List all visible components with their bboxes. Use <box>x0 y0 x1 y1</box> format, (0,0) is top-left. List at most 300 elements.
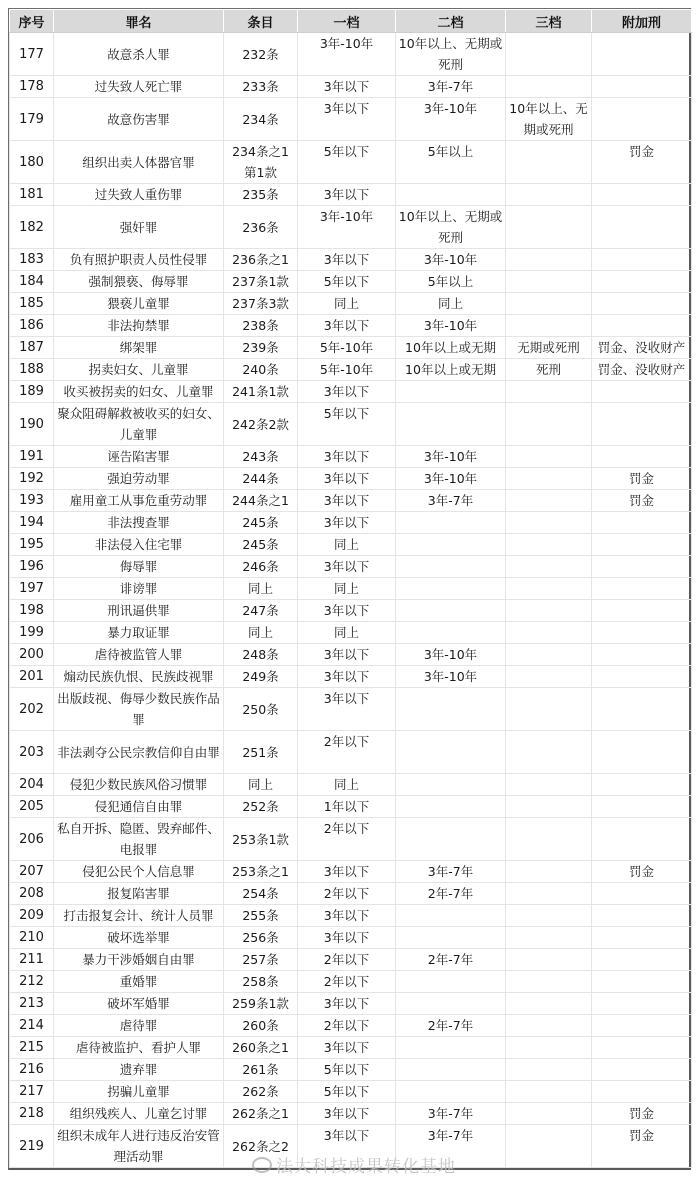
crime-sentencing-table <box>9 9 692 1168</box>
cell-tier-2 <box>396 731 506 774</box>
cell-serial-no: 184 <box>10 271 54 293</box>
cell-tier-2 <box>396 600 506 622</box>
header-serial-no: 序号 <box>10 10 54 33</box>
cell-crime-name: 破坏军婚罪 <box>54 993 224 1015</box>
cell-crime-name: 绑架罪 <box>54 337 224 359</box>
cell-tier-3 <box>506 1081 592 1103</box>
cell-tier-2: 3年-7年 <box>396 490 506 512</box>
table-row <box>10 905 692 927</box>
cell-serial-no: 181 <box>10 184 54 206</box>
cell-tier-3 <box>506 927 592 949</box>
cell-tier-3 <box>506 249 592 271</box>
cell-serial-no: 188 <box>10 359 54 381</box>
cell-tier-3 <box>506 1125 592 1168</box>
cell-tier-1: 3年以下 <box>298 556 396 578</box>
table-row <box>10 293 692 315</box>
cell-tier-2 <box>396 512 506 534</box>
table-row <box>10 1059 692 1081</box>
cell-additional-penalty <box>592 927 692 949</box>
cell-tier-1: 2年以下 <box>298 818 396 861</box>
cell-article: 236条 <box>224 206 298 249</box>
cell-tier-1: 3年以下 <box>298 249 396 271</box>
table-row <box>10 644 692 666</box>
cell-tier-1: 3年以下 <box>298 1037 396 1059</box>
cell-tier-3 <box>506 578 592 600</box>
table-row <box>10 556 692 578</box>
cell-tier-3 <box>506 1015 592 1037</box>
table-row <box>10 883 692 905</box>
table-row <box>10 861 692 883</box>
cell-article: 258条 <box>224 971 298 993</box>
cell-article: 246条 <box>224 556 298 578</box>
table-row <box>10 774 692 796</box>
cell-tier-3 <box>506 1037 592 1059</box>
cell-tier-2: 3年-10年 <box>396 468 506 490</box>
cell-additional-penalty: 罚金、没收财产 <box>592 359 692 381</box>
watermark-text: 法大科技成果转化基地 <box>276 1157 456 1177</box>
table-row <box>10 600 692 622</box>
cell-tier-1: 3年以下 <box>298 315 396 337</box>
cell-additional-penalty: 罚金 <box>592 468 692 490</box>
cell-crime-name: 过失致人重伤罪 <box>54 184 224 206</box>
cell-crime-name: 收买被拐卖的妇女、儿童罪 <box>54 381 224 403</box>
cell-additional-penalty: 罚金 <box>592 141 692 184</box>
cell-article: 237条3款 <box>224 293 298 315</box>
cell-tier-2: 5年以上 <box>396 271 506 293</box>
cell-additional-penalty <box>592 403 692 446</box>
cell-tier-1: 3年以下 <box>298 644 396 666</box>
cell-additional-penalty: 罚金 <box>592 1125 692 1168</box>
cell-article: 234条之1第1款 <box>224 141 298 184</box>
table-row <box>10 337 692 359</box>
cell-article: 233条 <box>224 76 298 98</box>
table-row <box>10 578 692 600</box>
cell-article: 242条2款 <box>224 403 298 446</box>
header-article: 条目 <box>224 10 298 33</box>
cell-tier-1: 3年以下 <box>298 184 396 206</box>
cell-serial-no: 202 <box>10 688 54 731</box>
cell-tier-2: 10年以上或无期 <box>396 337 506 359</box>
cell-additional-penalty: 罚金 <box>592 490 692 512</box>
cell-additional-penalty <box>592 622 692 644</box>
cell-serial-no: 189 <box>10 381 54 403</box>
table-row <box>10 490 692 512</box>
table-row <box>10 796 692 818</box>
cell-serial-no: 210 <box>10 927 54 949</box>
cell-tier-2 <box>396 381 506 403</box>
cell-crime-name: 强迫劳动罪 <box>54 468 224 490</box>
cell-tier-2 <box>396 688 506 731</box>
cell-article: 239条 <box>224 337 298 359</box>
cell-serial-no: 208 <box>10 883 54 905</box>
cell-tier-1: 2年以下 <box>298 971 396 993</box>
cell-crime-name: 组织未成年人进行违反治安管理活动罪 <box>54 1125 224 1168</box>
crime-sentencing-table-container <box>8 8 691 1170</box>
cell-tier-2: 3年-10年 <box>396 249 506 271</box>
cell-additional-penalty <box>592 905 692 927</box>
cell-tier-1: 3年以下 <box>298 666 396 688</box>
cell-article: 237条1款 <box>224 271 298 293</box>
cell-crime-name: 打击报复会计、统计人员罪 <box>54 905 224 927</box>
cell-tier-2: 同上 <box>396 293 506 315</box>
cell-additional-penalty <box>592 644 692 666</box>
cell-tier-1: 5年以下 <box>298 1081 396 1103</box>
cell-crime-name: 强制猥亵、侮辱罪 <box>54 271 224 293</box>
cell-tier-3 <box>506 688 592 731</box>
cell-tier-3 <box>506 33 592 76</box>
cell-article: 235条 <box>224 184 298 206</box>
cell-tier-1: 同上 <box>298 534 396 556</box>
cell-tier-1: 1年以下 <box>298 796 396 818</box>
cell-article: 249条 <box>224 666 298 688</box>
header-tier-2: 二档 <box>396 10 506 33</box>
table-row <box>10 98 692 141</box>
cell-tier-3 <box>506 622 592 644</box>
cell-tier-2 <box>396 1081 506 1103</box>
cell-tier-3 <box>506 556 592 578</box>
cell-tier-1: 同上 <box>298 622 396 644</box>
cell-tier-2: 3年-10年 <box>396 446 506 468</box>
table-row <box>10 446 692 468</box>
cell-article: 257条 <box>224 949 298 971</box>
cell-crime-name: 组织出卖人体器官罪 <box>54 141 224 184</box>
cell-crime-name: 非法剥夺公民宗教信仰自由罪 <box>54 731 224 774</box>
cell-additional-penalty <box>592 76 692 98</box>
cell-crime-name: 诬告陷害罪 <box>54 446 224 468</box>
cell-tier-3 <box>506 315 592 337</box>
table-row <box>10 249 692 271</box>
cell-crime-name: 报复陷害罪 <box>54 883 224 905</box>
cell-crime-name: 刑讯逼供罪 <box>54 600 224 622</box>
cell-additional-penalty <box>592 381 692 403</box>
cell-serial-no: 205 <box>10 796 54 818</box>
cell-tier-2 <box>396 184 506 206</box>
cell-additional-penalty <box>592 1059 692 1081</box>
cell-tier-2 <box>396 905 506 927</box>
cell-tier-1: 3年以下 <box>298 1103 396 1125</box>
cell-additional-penalty <box>592 512 692 534</box>
cell-tier-2: 2年-7年 <box>396 1015 506 1037</box>
cell-tier-2: 3年-7年 <box>396 76 506 98</box>
cell-tier-3 <box>506 206 592 249</box>
cell-tier-3: 10年以上、无期或死刑 <box>506 98 592 141</box>
cell-article: 259条1款 <box>224 993 298 1015</box>
cell-tier-2: 10年以上、无期或死刑 <box>396 206 506 249</box>
cell-article: 256条 <box>224 927 298 949</box>
cell-serial-no: 185 <box>10 293 54 315</box>
cell-tier-3 <box>506 446 592 468</box>
cell-article: 251条 <box>224 731 298 774</box>
cell-serial-no: 193 <box>10 490 54 512</box>
cell-serial-no: 180 <box>10 141 54 184</box>
cell-additional-penalty: 罚金 <box>592 861 692 883</box>
cell-tier-1: 5年以下 <box>298 271 396 293</box>
cell-crime-name: 虐待被监管人罪 <box>54 644 224 666</box>
cell-crime-name: 重婚罪 <box>54 971 224 993</box>
cell-serial-no: 179 <box>10 98 54 141</box>
cell-crime-name: 猥亵儿童罪 <box>54 293 224 315</box>
cell-crime-name: 私自开拆、隐匿、毁弃邮件、电报罪 <box>54 818 224 861</box>
cell-tier-3 <box>506 381 592 403</box>
cell-serial-no: 187 <box>10 337 54 359</box>
table-row <box>10 927 692 949</box>
cell-tier-3 <box>506 468 592 490</box>
cell-crime-name: 负有照护职责人员性侵罪 <box>54 249 224 271</box>
cell-crime-name: 聚众阻碍解救被收买的妇女、儿童罪 <box>54 403 224 446</box>
cell-additional-penalty <box>592 1015 692 1037</box>
cell-tier-2: 3年-7年 <box>396 1103 506 1125</box>
cell-tier-2: 3年-10年 <box>396 315 506 337</box>
cell-article: 238条 <box>224 315 298 337</box>
cell-additional-penalty <box>592 993 692 1015</box>
cell-crime-name: 拐骗儿童罪 <box>54 1081 224 1103</box>
cell-additional-penalty <box>592 293 692 315</box>
cell-additional-penalty: 罚金 <box>592 1103 692 1125</box>
cell-article: 244条 <box>224 468 298 490</box>
cell-tier-2: 3年-7年 <box>396 861 506 883</box>
cell-crime-name: 拐卖妇女、儿童罪 <box>54 359 224 381</box>
cell-tier-3 <box>506 993 592 1015</box>
cell-tier-3 <box>506 666 592 688</box>
cell-crime-name: 煽动民族仇恨、民族歧视罪 <box>54 666 224 688</box>
cell-tier-2 <box>396 993 506 1015</box>
cell-tier-1: 3年以下 <box>298 993 396 1015</box>
cell-serial-no: 182 <box>10 206 54 249</box>
cell-tier-1: 3年以下 <box>298 98 396 141</box>
cell-serial-no: 194 <box>10 512 54 534</box>
cell-serial-no: 216 <box>10 1059 54 1081</box>
cell-serial-no: 199 <box>10 622 54 644</box>
cell-tier-2: 3年-10年 <box>396 666 506 688</box>
cell-tier-2 <box>396 1037 506 1059</box>
cell-crime-name: 侵犯少数民族风俗习惯罪 <box>54 774 224 796</box>
cell-article: 260条之1 <box>224 1037 298 1059</box>
header-tier-3: 三档 <box>506 10 592 33</box>
cell-additional-penalty <box>592 818 692 861</box>
table-row <box>10 993 692 1015</box>
cell-additional-penalty <box>592 184 692 206</box>
cell-additional-penalty <box>592 971 692 993</box>
cell-tier-1: 同上 <box>298 774 396 796</box>
cell-serial-no: 198 <box>10 600 54 622</box>
cell-serial-no: 213 <box>10 993 54 1015</box>
cell-tier-3 <box>506 905 592 927</box>
cell-tier-1: 3年以下 <box>298 446 396 468</box>
cell-crime-name: 故意杀人罪 <box>54 33 224 76</box>
cell-tier-3 <box>506 883 592 905</box>
cell-article: 260条 <box>224 1015 298 1037</box>
cell-crime-name: 非法拘禁罪 <box>54 315 224 337</box>
cell-article: 236条之1 <box>224 249 298 271</box>
cell-article: 240条 <box>224 359 298 381</box>
cell-tier-2 <box>396 534 506 556</box>
cell-article: 261条 <box>224 1059 298 1081</box>
cell-tier-3 <box>506 141 592 184</box>
cell-tier-1: 3年以下 <box>298 512 396 534</box>
cell-tier-3 <box>506 1059 592 1081</box>
cell-article: 262条 <box>224 1081 298 1103</box>
cell-tier-2: 3年-10年 <box>396 98 506 141</box>
cell-tier-1: 5年以下 <box>298 1059 396 1081</box>
table-row <box>10 468 692 490</box>
cell-serial-no: 196 <box>10 556 54 578</box>
cell-tier-1: 5年以下 <box>298 141 396 184</box>
table-row <box>10 184 692 206</box>
cell-crime-name: 故意伤害罪 <box>54 98 224 141</box>
cell-serial-no: 214 <box>10 1015 54 1037</box>
cell-additional-penalty <box>592 1081 692 1103</box>
cell-crime-name: 雇用童工从事危重劳动罪 <box>54 490 224 512</box>
cell-serial-no: 190 <box>10 403 54 446</box>
cell-serial-no: 178 <box>10 76 54 98</box>
cell-additional-penalty <box>592 271 692 293</box>
cell-serial-no: 200 <box>10 644 54 666</box>
cell-tier-3 <box>506 644 592 666</box>
cell-tier-3: 无期或死刑 <box>506 337 592 359</box>
cell-tier-1: 2年以下 <box>298 1015 396 1037</box>
cell-serial-no: 195 <box>10 534 54 556</box>
cell-crime-name: 侵犯公民个人信息罪 <box>54 861 224 883</box>
cell-article: 245条 <box>224 512 298 534</box>
table-row <box>10 76 692 98</box>
cell-crime-name: 暴力干涉婚姻自由罪 <box>54 949 224 971</box>
cell-crime-name: 侵犯通信自由罪 <box>54 796 224 818</box>
table-row <box>10 359 692 381</box>
cell-article: 232条 <box>224 33 298 76</box>
cell-tier-1: 同上 <box>298 578 396 600</box>
table-row <box>10 666 692 688</box>
cell-additional-penalty <box>592 731 692 774</box>
table-row <box>10 403 692 446</box>
cell-tier-2 <box>396 578 506 600</box>
cell-tier-1: 3年以下 <box>298 600 396 622</box>
cell-article: 同上 <box>224 578 298 600</box>
cell-serial-no: 206 <box>10 818 54 861</box>
table-row <box>10 1015 692 1037</box>
cell-article: 234条 <box>224 98 298 141</box>
cell-additional-penalty <box>592 206 692 249</box>
table-row <box>10 1103 692 1125</box>
cell-serial-no: 217 <box>10 1081 54 1103</box>
cell-additional-penalty <box>592 796 692 818</box>
cell-crime-name: 强奸罪 <box>54 206 224 249</box>
cell-additional-penalty <box>592 315 692 337</box>
cell-tier-3 <box>506 403 592 446</box>
table-row <box>10 33 692 76</box>
header-tier-1: 一档 <box>298 10 396 33</box>
cell-tier-1: 5年-10年 <box>298 337 396 359</box>
cell-tier-3 <box>506 1103 592 1125</box>
cell-tier-2: 2年-7年 <box>396 883 506 905</box>
cell-article: 262条之1 <box>224 1103 298 1125</box>
cell-article: 250条 <box>224 688 298 731</box>
cell-additional-penalty <box>592 534 692 556</box>
table-row <box>10 315 692 337</box>
table-row <box>10 818 692 861</box>
cell-article: 同上 <box>224 622 298 644</box>
cell-crime-name: 组织残疾人、儿童乞讨罪 <box>54 1103 224 1125</box>
cell-crime-name: 遗弃罪 <box>54 1059 224 1081</box>
cell-tier-1: 3年以下 <box>298 688 396 731</box>
cell-crime-name: 破坏选举罪 <box>54 927 224 949</box>
header-additional-penalty: 附加刑 <box>592 10 692 33</box>
table-row <box>10 381 692 403</box>
cell-additional-penalty <box>592 98 692 141</box>
cell-tier-2 <box>396 774 506 796</box>
table-header-row <box>10 10 692 33</box>
cell-tier-1: 3年以下 <box>298 76 396 98</box>
cell-additional-penalty <box>592 883 692 905</box>
cell-tier-2: 5年以上 <box>396 141 506 184</box>
cell-tier-2 <box>396 818 506 861</box>
cell-tier-2 <box>396 927 506 949</box>
cell-serial-no: 192 <box>10 468 54 490</box>
cell-tier-1: 3年以下 <box>298 381 396 403</box>
cell-additional-penalty <box>592 578 692 600</box>
table-row <box>10 971 692 993</box>
cell-serial-no: 197 <box>10 578 54 600</box>
cell-additional-penalty <box>592 600 692 622</box>
cell-serial-no: 203 <box>10 731 54 774</box>
table-row <box>10 622 692 644</box>
cell-crime-name: 出版歧视、侮辱少数民族作品罪 <box>54 688 224 731</box>
cell-tier-3 <box>506 818 592 861</box>
cell-additional-penalty <box>592 688 692 731</box>
cell-tier-2: 3年-10年 <box>396 644 506 666</box>
cell-article: 262条之2 <box>224 1125 298 1168</box>
cell-serial-no: 215 <box>10 1037 54 1059</box>
cell-serial-no: 209 <box>10 905 54 927</box>
cell-tier-1: 2年以下 <box>298 949 396 971</box>
cell-tier-3 <box>506 971 592 993</box>
cell-serial-no: 191 <box>10 446 54 468</box>
cell-article: 245条 <box>224 534 298 556</box>
cell-additional-penalty <box>592 666 692 688</box>
cell-additional-penalty <box>592 33 692 76</box>
cell-article: 243条 <box>224 446 298 468</box>
cell-tier-1: 2年以下 <box>298 731 396 774</box>
table-row <box>10 688 692 731</box>
cell-crime-name: 暴力取证罪 <box>54 622 224 644</box>
cell-article: 248条 <box>224 644 298 666</box>
cell-tier-1: 5年以下 <box>298 403 396 446</box>
cell-tier-3 <box>506 534 592 556</box>
cell-article: 254条 <box>224 883 298 905</box>
cell-article: 同上 <box>224 774 298 796</box>
cell-article: 244条之1 <box>224 490 298 512</box>
cell-article: 241条1款 <box>224 381 298 403</box>
weibo-icon <box>252 1157 272 1173</box>
cell-crime-name: 过失致人死亡罪 <box>54 76 224 98</box>
cell-tier-1: 3年以下 <box>298 861 396 883</box>
table-row <box>10 141 692 184</box>
cell-tier-1: 3年-10年 <box>298 33 396 76</box>
cell-serial-no: 212 <box>10 971 54 993</box>
table-row <box>10 731 692 774</box>
table-body <box>10 33 692 1168</box>
cell-crime-name: 侮辱罪 <box>54 556 224 578</box>
header-crime-name: 罪名 <box>54 10 224 33</box>
cell-article: 252条 <box>224 796 298 818</box>
cell-tier-3 <box>506 293 592 315</box>
cell-tier-1: 2年以下 <box>298 883 396 905</box>
cell-tier-1: 5年-10年 <box>298 359 396 381</box>
cell-crime-name: 虐待罪 <box>54 1015 224 1037</box>
table-row <box>10 512 692 534</box>
cell-tier-2 <box>396 971 506 993</box>
cell-serial-no: 218 <box>10 1103 54 1125</box>
cell-tier-3 <box>506 490 592 512</box>
